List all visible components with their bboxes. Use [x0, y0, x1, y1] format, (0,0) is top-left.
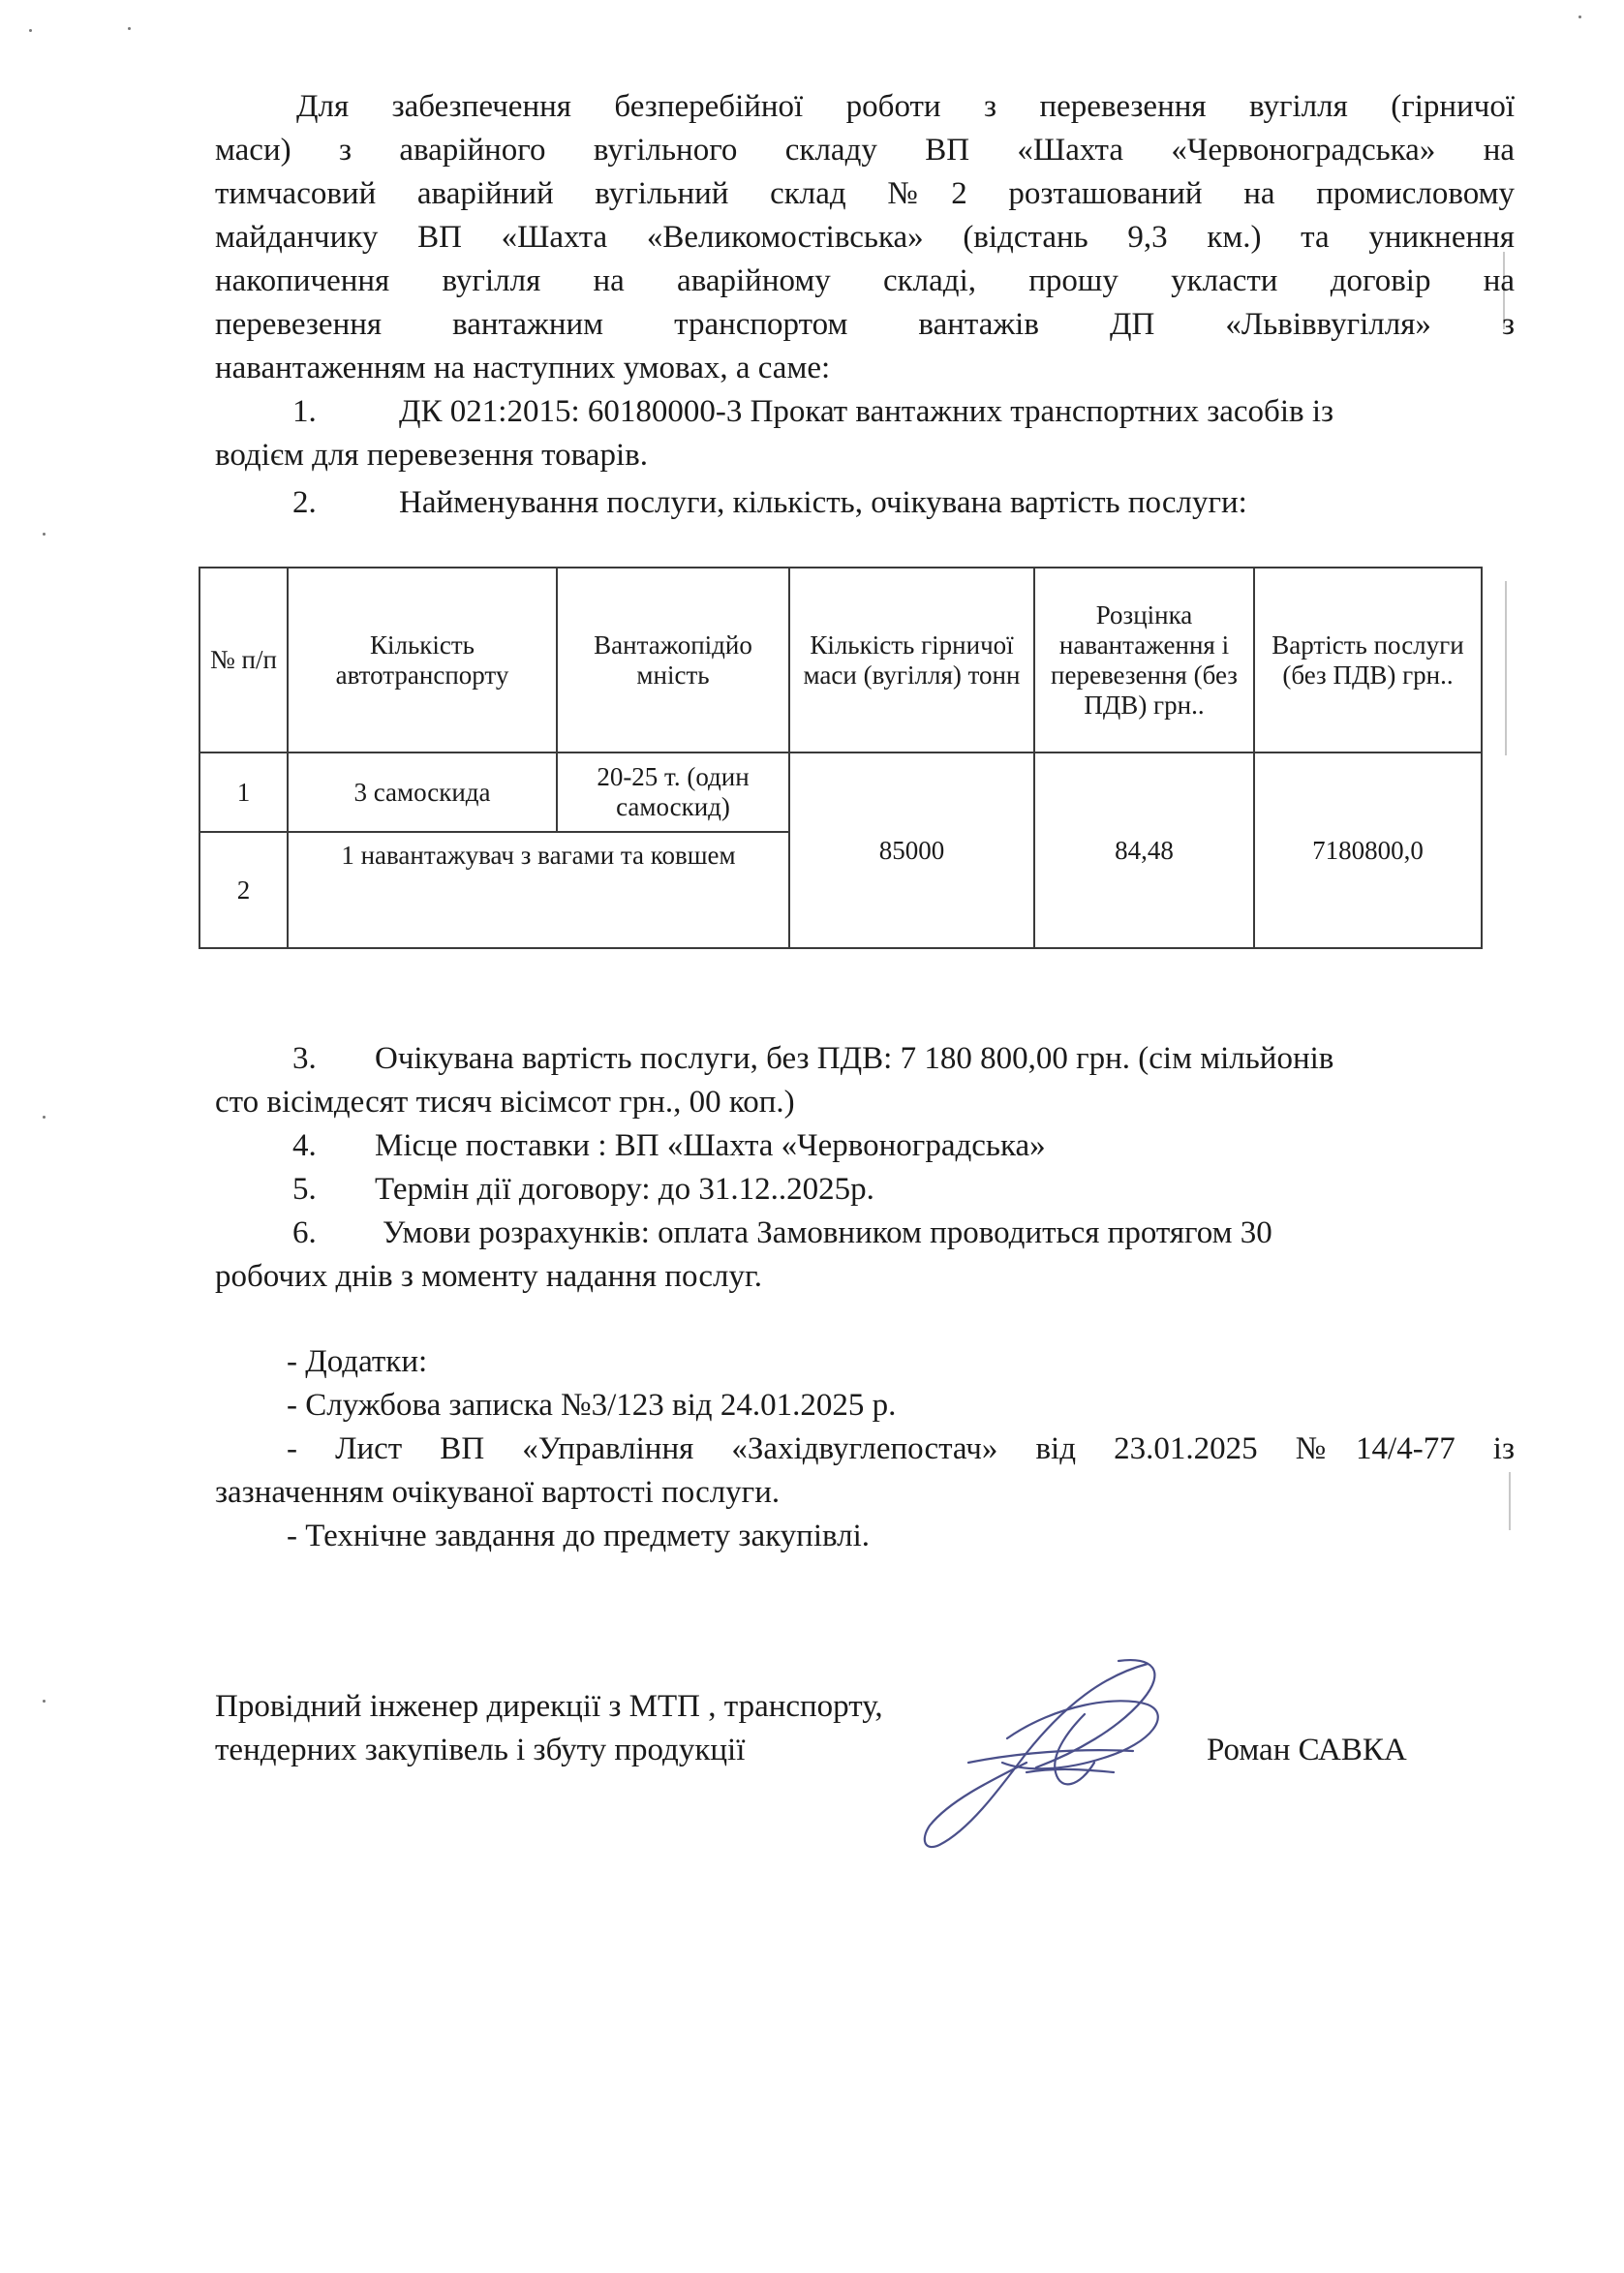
signer-position: Провідний інженер дирекції з МТП , транспорту,	[215, 1689, 883, 1724]
scan-mark	[43, 533, 46, 536]
item-text: Очікувана вартість послуги, без ПДВ: 7 180 800,00 грн. (сім мільйонів	[375, 1041, 1334, 1076]
table-cell: 85000	[789, 753, 1034, 948]
table-cell: 2	[199, 832, 288, 948]
service-table	[199, 567, 1483, 949]
table-header-row	[199, 568, 1482, 753]
intro-line: накопичення вугілля на аварійному складі, прошу укласти договір на	[215, 263, 1515, 298]
signer-position: тендерних закупівель і збуту продукції	[215, 1733, 746, 1767]
intro-line: Для забезпечення безперебійної роботи з перевезення вугілля (гірничої	[296, 89, 1515, 124]
attachments-title: - Додатки:	[287, 1344, 428, 1379]
item-number: 5.	[292, 1172, 317, 1207]
signer-name: Роман САВКА	[1207, 1733, 1407, 1767]
table-header-cell: Кількість автотранспорту	[288, 568, 557, 753]
scan-mark	[1578, 15, 1581, 18]
table-header-cell: Вантажопідйо мність	[557, 568, 789, 753]
item-number: 3.	[292, 1041, 317, 1076]
scan-line	[1505, 581, 1507, 755]
item-text: сто вісімдесят тисяч вісімсот грн., 00 коп.)	[215, 1085, 795, 1120]
intro-line: майданчику ВП «Шахта «Великомостівська» (відстань 9,3 км.) та уникнення	[215, 220, 1515, 255]
item-text: Найменування послуги, кількість, очікувана вартість послуги:	[399, 485, 1247, 520]
scan-line	[1509, 1472, 1511, 1530]
table-header-cell: № п/п	[199, 568, 288, 753]
scan-mark	[128, 27, 131, 30]
intro-line: навантаженням на наступних умовах, а саме:	[215, 351, 831, 385]
item-text: Умови розрахунків: оплата Замовником проводиться протягом 30	[383, 1215, 1272, 1250]
table-header-cell: Вартість послуги (без ПДВ) грн..	[1254, 568, 1482, 753]
table-header-cell: Розцінка навантаження і перевезення (без ПДВ) грн..	[1034, 568, 1254, 753]
handwritten-signature	[910, 1646, 1240, 1869]
table-cell: 84,48	[1034, 753, 1254, 948]
item-text: водієм для перевезення товарів.	[215, 438, 648, 473]
item-number: 4.	[292, 1128, 317, 1163]
item-text: Термін дії договору: до 31.12..2025р.	[375, 1172, 874, 1207]
table-cell: 1	[199, 753, 288, 832]
intro-line: тимчасовий аварійний вугільний склад №2 розташований на промисловому	[215, 176, 1515, 211]
attachment-item: - Технічне завдання до предмету закупівлі.	[287, 1519, 871, 1553]
intro-paragraph	[215, 85, 1515, 390]
attachment-item: - Лист ВП «Управління «Західвуглепостач» від 23.01.2025 №14/4-77 із	[287, 1431, 1515, 1466]
item-number: 6.	[292, 1215, 317, 1250]
table-header-cell: Кількість гірничої маси (вугілля) тонн	[789, 568, 1034, 753]
table-cell: 7180800,0	[1254, 753, 1482, 948]
table-cell: 20-25 т. (один самоскид)	[557, 753, 789, 832]
attachment-item: зазначенням очікуваної вартості послуги.	[215, 1475, 781, 1510]
scan-mark	[29, 29, 32, 32]
table-row	[199, 753, 1482, 832]
table-cell: 3 самоскида	[288, 753, 557, 832]
item-text: Місце поставки : ВП «Шахта «Червоноградська»	[375, 1128, 1046, 1163]
item-number: 2.	[292, 485, 317, 520]
scan-mark	[43, 1116, 46, 1119]
intro-line: перевезення вантажним транспортом вантажів ДП «Львіввугілля» з	[215, 307, 1515, 342]
scan-mark	[43, 1700, 46, 1703]
table-cell: 1 навантажувач з вагами та ковшем	[288, 832, 789, 948]
intro-line: маси) з аварійного вугільного складу ВП «Шахта «Червоноградська» на	[215, 133, 1515, 168]
item-text: робочих днів з моменту надання послуг.	[215, 1259, 763, 1294]
item-text: ДК 021:2015: 60180000-3 Прокат вантажних транспортних засобів із	[399, 394, 1334, 429]
item-number: 1.	[292, 394, 317, 429]
attachment-item: - Службова записка №3/123 від 24.01.2025 р.	[287, 1388, 897, 1423]
